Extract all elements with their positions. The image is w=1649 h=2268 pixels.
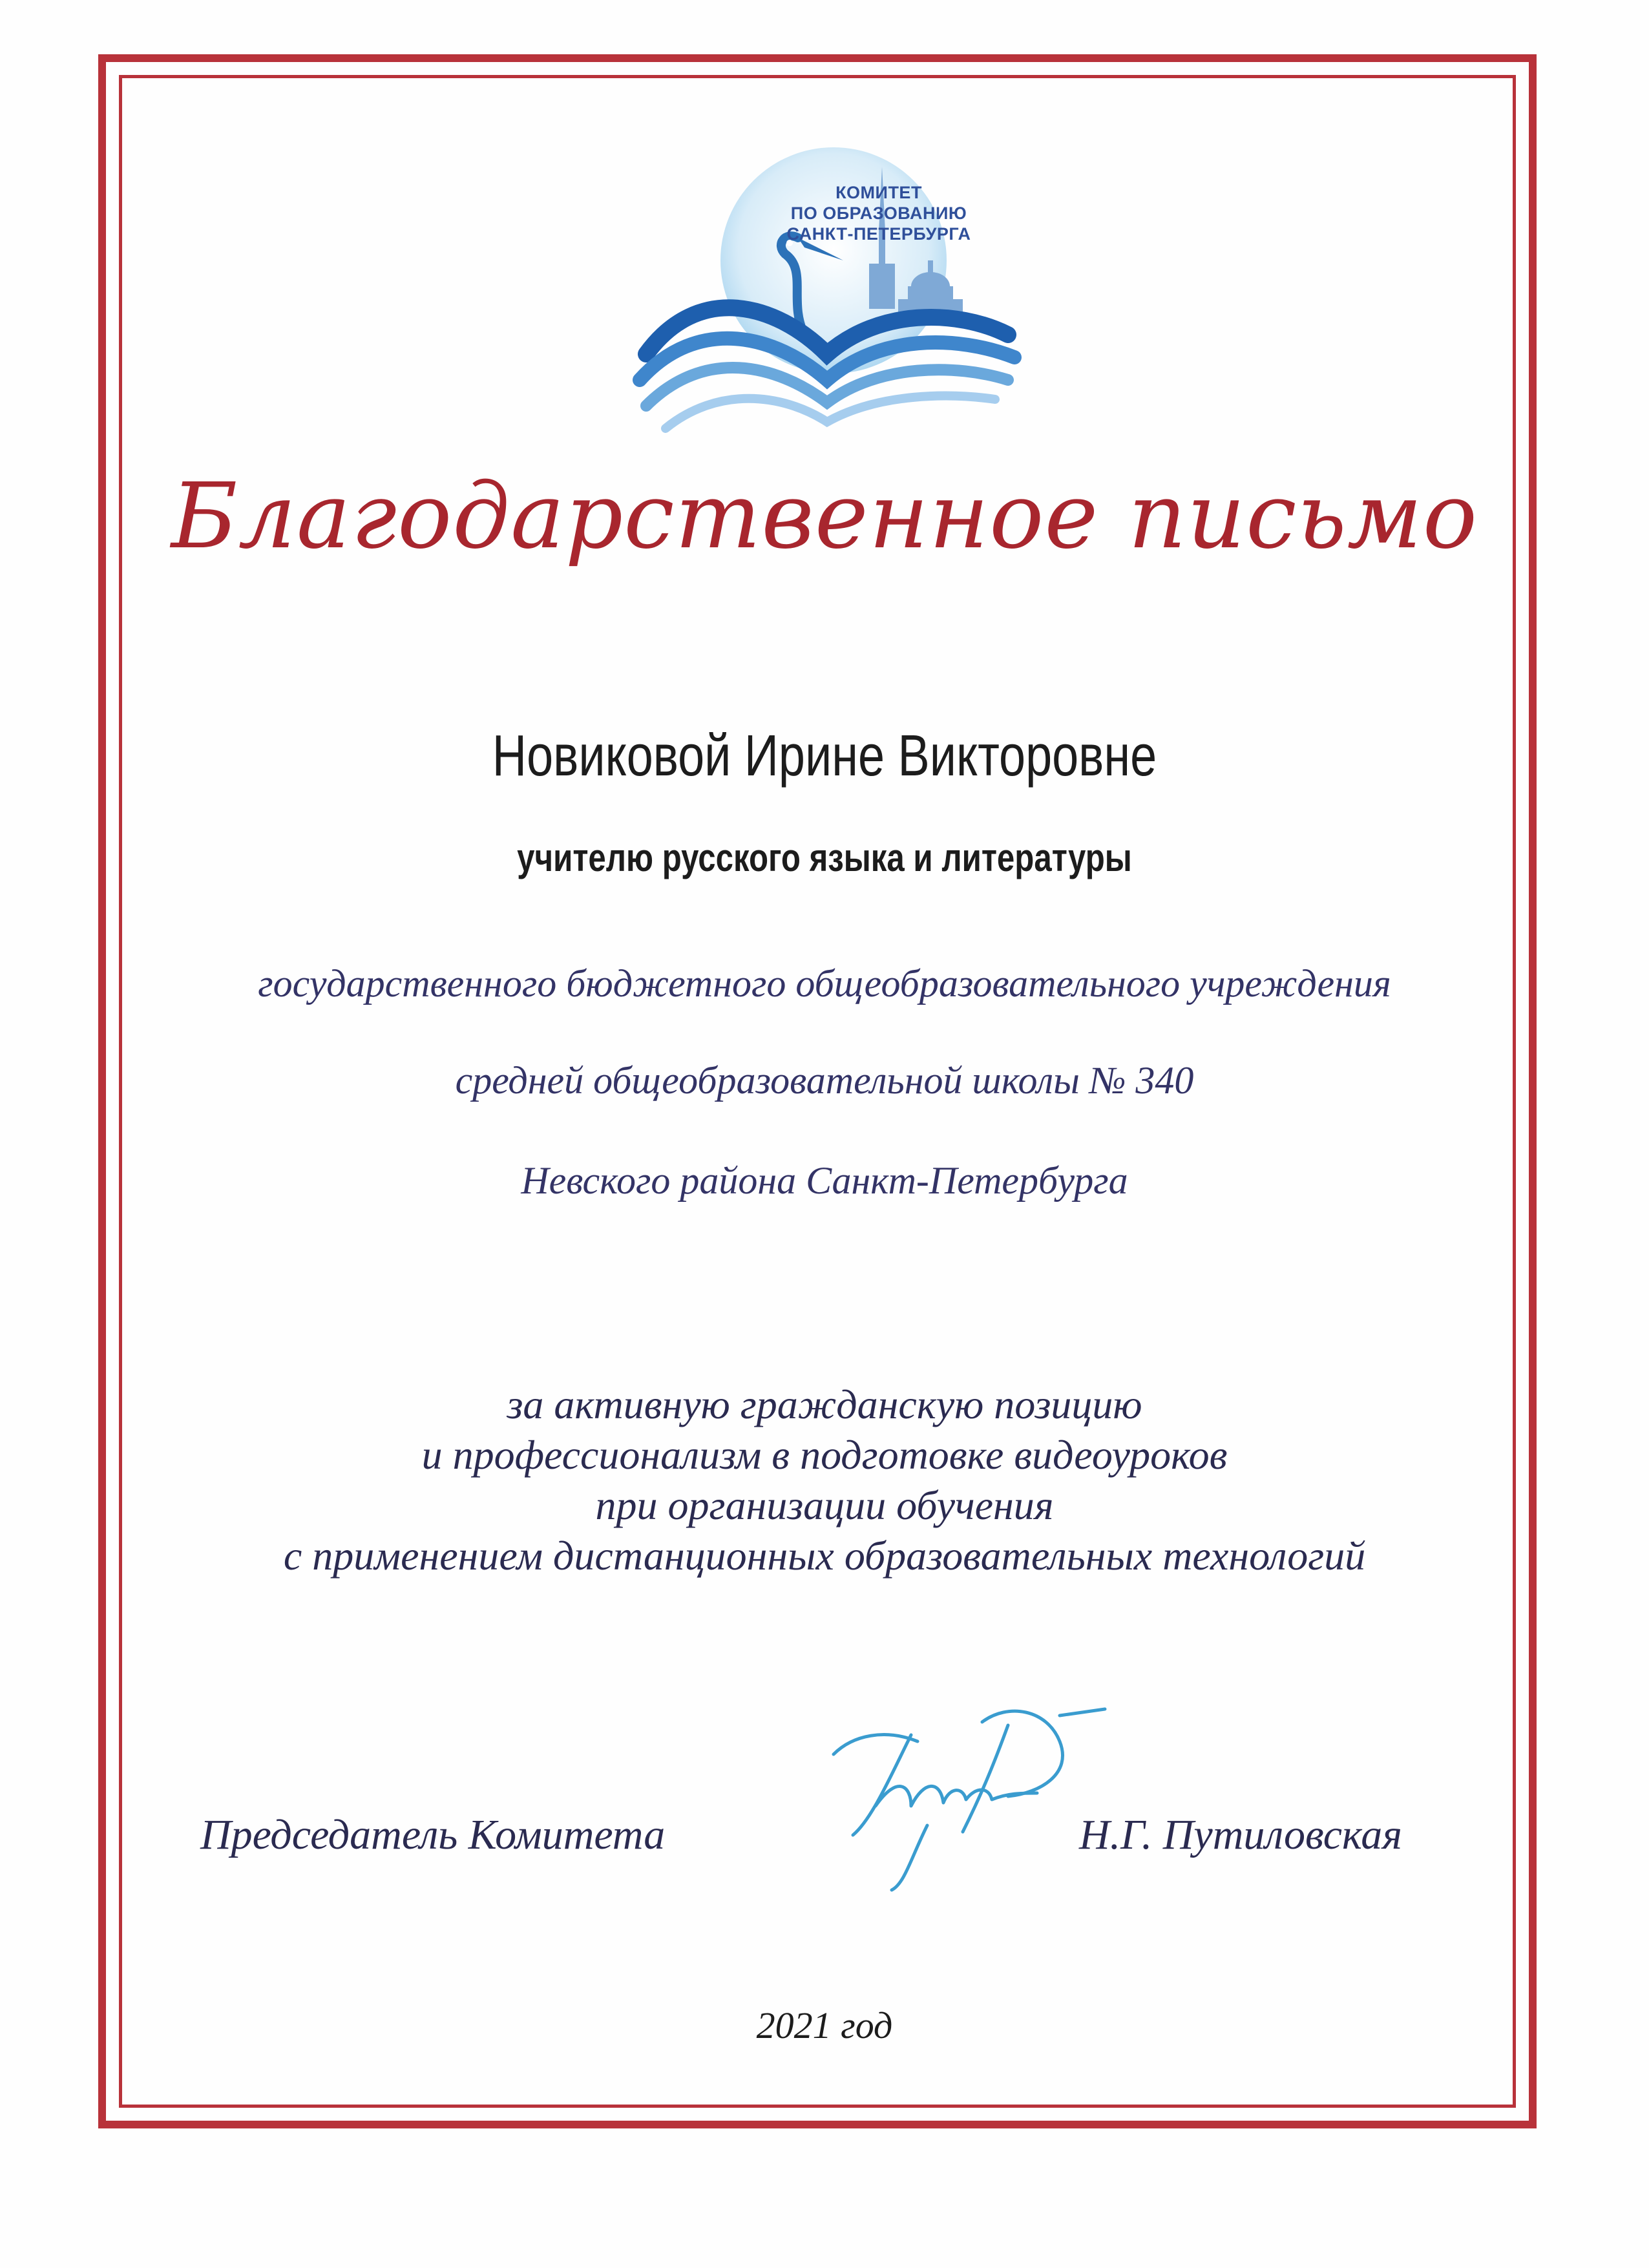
logo-line-1: КОМИТЕТ bbox=[835, 183, 922, 202]
reason-line-4: с применением дистанционных образовательных технологий bbox=[283, 1533, 1366, 1579]
reason-line-3: при организации обучения bbox=[595, 1482, 1054, 1528]
signatory-title: Председатель Комитета bbox=[200, 1811, 666, 1858]
logo-line-3: САНКТ-ПЕТЕРБУРГА bbox=[786, 224, 971, 244]
institution-line-1: государственного бюджетного общеобразовательного учреждения bbox=[258, 962, 1391, 1005]
recipient-position: учителю русского языка и литературы bbox=[517, 836, 1132, 879]
institution-line-2: средней общеобразовательной школы № 340 bbox=[455, 1059, 1194, 1102]
certificate-year: 2021 год bbox=[756, 2004, 893, 2046]
handwritten-signature bbox=[814, 1696, 1118, 1896]
logo-line-2: ПО ОБРАЗОВАНИЮ bbox=[790, 204, 967, 223]
institution-line-3: Невского района Санкт-Петербурга bbox=[521, 1159, 1128, 1202]
certificate-title: Благодарственное письмо bbox=[171, 464, 1478, 569]
reason-line-2: и профессионализм в подготовке видеоуроков bbox=[421, 1432, 1228, 1478]
recipient-name: Новиковой Ирине Викторовне bbox=[492, 724, 1157, 788]
signatory-name: Н.Г. Путиловская bbox=[1079, 1811, 1402, 1858]
reason-line-1: за активную гражданскую позицию bbox=[507, 1381, 1142, 1427]
